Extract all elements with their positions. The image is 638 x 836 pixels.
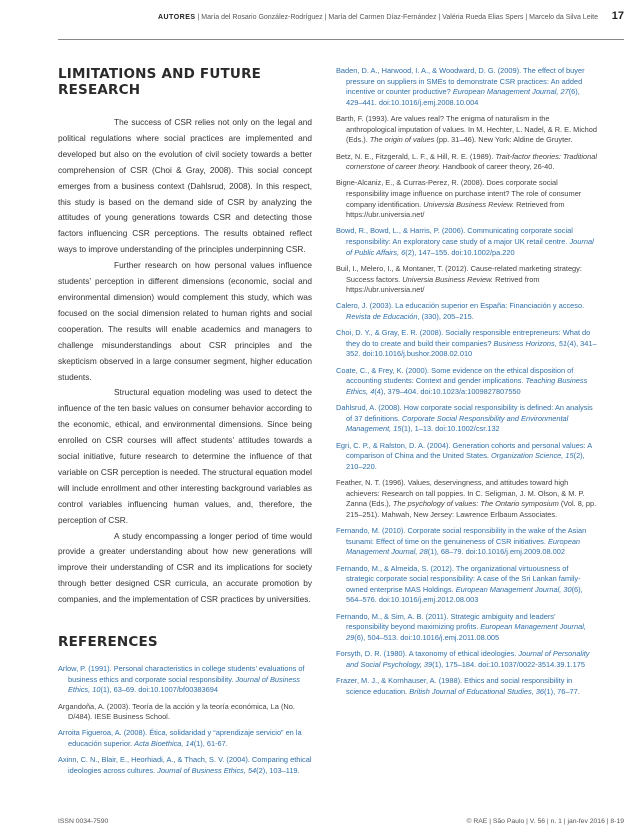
footer-issn: ISSN 0034-7590 <box>58 818 109 825</box>
reference-entry: Forsyth, D. R. (1980). A taxonomy of ethical ideologies. Journal of Personality and Social Psychology, 39(1), 175–184. doi:10.1037/0022-3514.39.1.175 <box>336 649 590 669</box>
reference-entry: Fernando, M., & Sim, A. B. (2011). Strategic ambiguity and leaders’ responsibility beyond maximizing profits. European Management Journal, 29(6), 504–513. doi:10.1016/j.emj.2011.08.005 <box>336 611 586 642</box>
running-header <box>0 0 638 40</box>
references-list-left <box>58 664 312 776</box>
reference-entry: Arlow, P. (1991). Personal characteristics in college students’ evaluations of business ethics and corporate social responsibility. Journal of Business Ethics, 10(1), 63–69. doi:10.1007/bf00383694 <box>58 664 305 695</box>
reference-entry: Fernando, M. (2010). Corporate social responsibility in the wake of the Asian tsunami: Effect of time on the genuineness of CSR initiatives. European Management Journal, 28(1), 68–79. doi:10.1016/j.emj.2009.08.002 <box>336 526 587 557</box>
authors-list: | María del Rosario González-Rodríguez | María del Carmen Díaz-Fernández | Valéria Rueda Elias Spers | Marcelo da Silva Leite <box>197 14 598 21</box>
reference-entry: Egri, C. P., & Ralston, D. A. (2004). Generation cohorts and personal values: A comparison of China and the United States. Organization Science, 15(2), 210–220. <box>336 440 592 471</box>
limitations-paragraph-1: The success of CSR relies not only on the legal and political regulations where social practices are implemented and developed but also on the evolution of civil society towards a better comprehension of CSR (Choi & Gray, 2008). This social concept emerges from a business context (Dahlsrud, 2008). In this respect, this study is based on the demand side of CSR by analyzing the attitudes of young generations towards CSR and detecting those factors influencing CSR perceptions. The results obtained reflect ways to improve understanding of the principles underpinning CSR. <box>58 117 312 255</box>
limitations-paragraph-3: Structural equation modeling was used to detect the influence of the ten basic values on consumer behavior according to the economic, ethical, and environmental dimensions. Since being enrolled on CSR courses will affect students’ attitudes towards a social initiative, future research to determine the influence of that variable on CSR perception is needed. The structural equation model will include enrollment and other interesting background variables as control variables influencing human values, and, therefore, the perception of CSR. <box>58 387 312 525</box>
reference-entry: Bigne-Alcaniz, E., & Curras-Perez, R. (2008). Does corporate social responsibility image influence on purchase intent? The role of consumer company identification. Universia Business Review. Retrieved from https://ubr.universia.net/ <box>336 178 582 220</box>
references-list-right <box>336 66 598 697</box>
reference-entry: Coate, C., & Frey, K. (2000). Some evidence on the ethical disposition of accounting students: Context and gender implications. Teaching Business Ethics, 4(4), 379–404. doi:10.1023/a:1009827807550 <box>336 365 588 396</box>
header-divider <box>58 39 624 40</box>
limitations-paragraph-2: Further research on how personal values influence students’ perception in different dimensions (economic, social and environmental dimension) would complement this study, which was focused on the social dimension related to human rights and social cooperation. The results will enable academics and managers to challenge misunderstandings about CSR principles and the skepticism observed in a large consumer segment, higher education students. <box>58 260 312 382</box>
footer-journal-info: © RAE | São Paulo | V. 56 | n. 1 | jan-fev 2016 | 8-19 <box>466 818 624 825</box>
limitations-heading: LIMITATIONS AND FUTURE RESEARCH <box>58 66 262 98</box>
running-head-authors <box>158 14 598 21</box>
reference-entry: Feather, N. T. (1996). Values, deservingness, and attitudes toward high achievers: Research on tall poppies. In C. Seligman, J. M. Olson, & M. P. Zanna (Eds.), The psychology of values: The Ontario symposium (Vol. 8, pp. 215–251). Mahwah, New Jersey: Lawrence Erlbaum Associates. <box>336 478 597 519</box>
references-heading: REFERENCES <box>58 634 158 651</box>
reference-entry: Calero, J. (2003). La educación superior en España: Financiación y acceso. Revista de Educación, (330), 205–215. <box>336 301 585 321</box>
authors-label: AUTORES <box>157 14 196 21</box>
reference-entry: Bowd, R., Bowd, L., & Harris, P. (2006). Communicating corporate social responsibility: An exploratory case study of a major UK retail centre. Journal of Public Affairs, 6(2), 147–155. doi:10.1002/pa.220 <box>336 226 594 257</box>
reference-entry: Buil, I., Melero, I., & Montaner, T. (2012). Cause-related marketing strategy: Success factors. Universia Business Review. Retrived from https://ubr.universia.net/ <box>336 263 582 295</box>
reference-entry: Arroita Figueroa, A. (2008). Ética, solidaridad y “aprendizaje servicio” en la educación superior. Acta Bioethica, 14(1), 61-67. <box>58 728 302 749</box>
page-number: 17 <box>611 10 624 22</box>
reference-entry: Argandoña, A. (2003). Teoría de la acción y la teoría económica, La (No. D/484). IESE Business School. <box>58 701 295 722</box>
reference-entry: Frazer, M. J., & Kornhauser, A. (1988). Ethics and social responsibility in science education. British Journal of Educational Studies, 36(1), 76–77. <box>336 676 580 696</box>
limitations-paragraph-4: A study encompassing a longer period of time would provide a greater understanding about how new generations will improve their understanding of CSR and its implications for society through better designed CSR curricula, an accurate promotion by companies, and the implementation of CSR practices by universities. <box>58 530 312 605</box>
reference-entry: Fernando, M., & Almeida, S. (2012). The organizational virtuousness of strategic corporate social responsibility: A case of the Sri Lankan family-owned enterprise MAS Holdings. European Management Journal, 30(6), 564–576. doi:10.1016/j.emj.2012.08.003 <box>336 563 583 605</box>
left-column <box>58 66 312 782</box>
reference-entry: Dahlsrud, A. (2008). How corporate social responsibility is defined: An analysis of 37 definitions. Corporate Social Responsibility and Environmental Management, 15(1), 1–13. doi:10.1002/csr.132 <box>336 403 593 434</box>
reference-entry: Betz, N. E., Fitzgerald, L. F., & Hill, R. E. (1989). Trait-factor theories: Traditional cornerstone of career theory. Handbook of career theory, 26-40. <box>336 151 597 172</box>
reference-entry: Choi, D. Y., & Gray, E. R. (2008). Socially responsible entrepreneurs: What do they do to create and build their companies? Business Horizons, 51(4), 341–352. doi:10.1016/j.bushor.2008.02.010 <box>336 328 597 359</box>
reference-entry: Barth, F. (1993). Are values real? The enigma of naturalism in the anthropological imputation of values. In M. Hechter, L. Nadel, & R. E. Michod (Eds.). The origin of values (pp. 31–46). New York: Aldine de Gruyter. <box>336 114 597 145</box>
right-column <box>336 66 598 703</box>
reference-entry: Baden, D. A., Harwood, I. A., & Woodward, D. G. (2009). The effect of buyer pressure on suppliers in SMEs to demonstrate CSR practices: An added incentive or counter productive? European Management Journal, 27(6), 429–441. doi:10.1016/j.emj.2008.10.004 <box>336 66 585 107</box>
reference-entry: Axinn, C. N., Blair, E., Heorhiadi, A., & Thach, S. V. (2004). Comparing ethical ideologies across cultures. Journal of Business Ethics, 54(2), 103–119. <box>58 755 312 775</box>
